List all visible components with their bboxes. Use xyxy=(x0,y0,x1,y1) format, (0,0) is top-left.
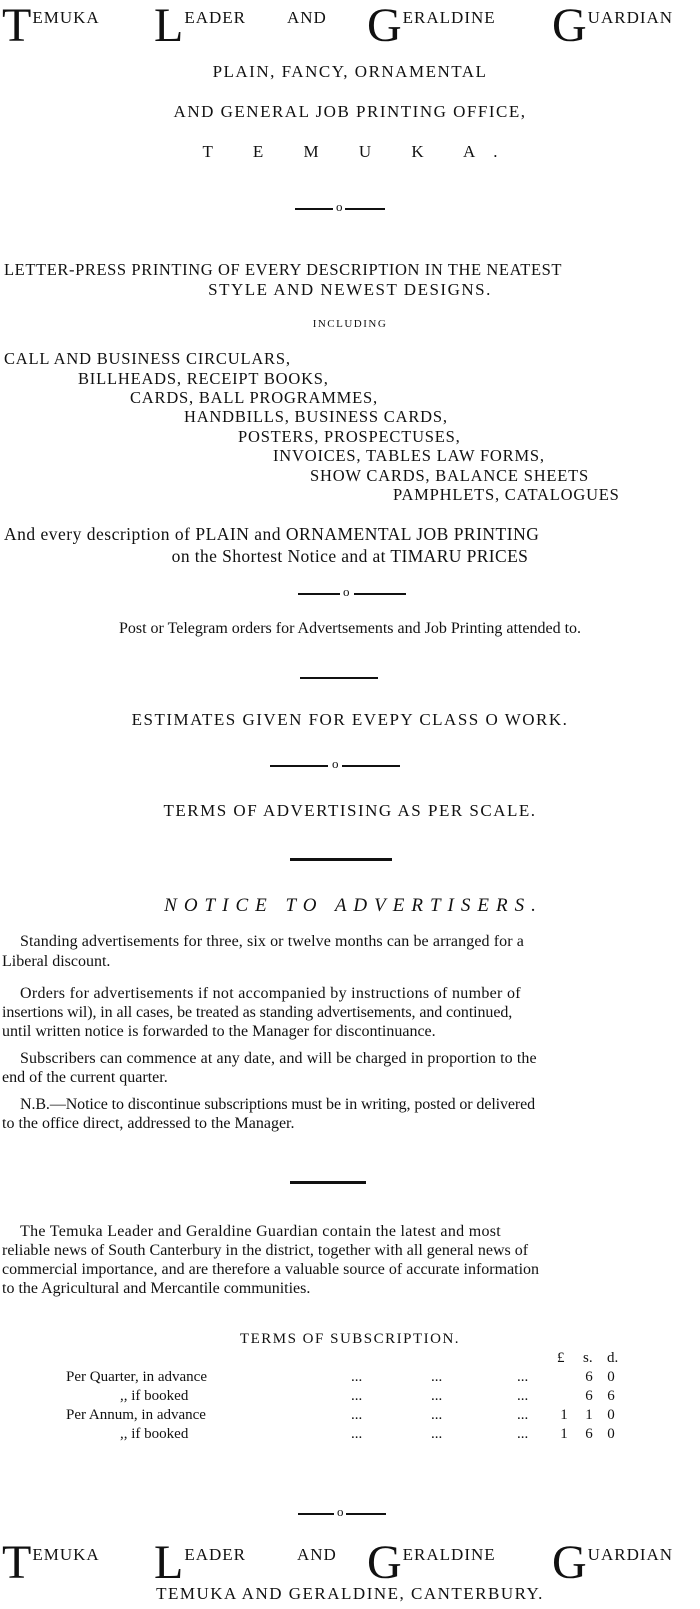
divider-2: o xyxy=(298,588,406,600)
notice-p1-l2: Liberal discount. xyxy=(2,953,111,970)
row-label: ,, if booked xyxy=(120,1426,189,1442)
subscription-table xyxy=(66,1368,621,1444)
divider-5 xyxy=(290,853,392,865)
masthead-word-and: AND xyxy=(287,8,327,27)
notice-title: NOTICE TO ADVERTISERS. xyxy=(164,895,543,916)
row-label: Per Annum, in advance xyxy=(66,1407,206,1423)
notice-p1-l1: Standing advertisements for three, six or twelve months can be arranged for a xyxy=(20,933,524,950)
masthead-address: TEMUKA AND GERALDINE, CANTERBURY. xyxy=(156,1584,544,1603)
masthead-word-temuka: TEMUKA xyxy=(2,0,100,52)
masthead-word-guardian: GUARDIAN xyxy=(552,1536,674,1589)
including-label: INCLUDING xyxy=(312,318,388,330)
about-l4: to the Agricultural and Mercantile communities. xyxy=(2,1280,311,1297)
masthead-word-temuka: TEMUKA xyxy=(2,1536,100,1589)
item-2: CARDS, BALL PROGRAMMES, xyxy=(130,388,378,407)
item-3: HANDBILLS, BUSINESS CARDS, xyxy=(184,407,448,426)
notice-p2-l2: insertions wil), in all cases, be treated as standing advertisements, and continued, xyxy=(2,1004,513,1021)
table-row: ,, if booked ... ... ... 6 6 xyxy=(66,1387,621,1406)
item-5: INVOICES, TABLES LAW FORMS, xyxy=(273,446,545,465)
intro-line-3: T E M U K A. xyxy=(202,142,516,161)
about-l2: reliable news of South Canterbury in the district, together with all general news of xyxy=(2,1242,529,1259)
subscription-head-shillings: s. xyxy=(583,1350,593,1366)
item-4: POSTERS, PROSPECTUSES, xyxy=(238,427,461,446)
letterpress-line-2: STYLE AND NEWEST DESIGNS. xyxy=(208,280,492,299)
divider-3 xyxy=(300,672,378,684)
about-l1: The Temuka Leader and Geraldine Guardian contain the latest and most xyxy=(20,1223,502,1240)
every-desc-line-1: And every description of PLAIN and ORNAMENTAL JOB PRINTING xyxy=(4,524,540,544)
row-label: ,, if booked xyxy=(120,1388,189,1404)
about-l3: commercial importance, and are therefore a valuable source of accurate information xyxy=(2,1261,540,1278)
subscription-head-pence: d. xyxy=(607,1350,619,1366)
masthead-word-guardian: GUARDIAN xyxy=(552,0,674,52)
notice-p3-l2: end of the current quarter. xyxy=(2,1069,168,1086)
item-1: BILLHEADS, RECEIPT BOOKS, xyxy=(78,369,329,388)
terms-advertising: TERMS OF ADVERTISING AS PER SCALE. xyxy=(163,801,537,820)
notice-p4-l1: N.B.—Notice to discontinue subscriptions must be in writing, posted or delivered xyxy=(20,1096,536,1113)
item-6: SHOW CARDS, BALANCE SHEETS xyxy=(310,466,590,485)
divider-6 xyxy=(290,1176,366,1188)
masthead-word-geraldine: GERALDINE xyxy=(367,0,496,52)
notice-p4-l2: to the office direct, addressed to the Manager. xyxy=(2,1115,295,1132)
estimates-line: ESTIMATES GIVEN FOR EVEPY CLASS O WORK. xyxy=(131,710,569,729)
letterpress-line-1: LETTER-PRESS PRINTING OF EVERY DESCRIPTION IN THE NEATEST xyxy=(4,260,563,279)
notice-p2-l3: until written notice is forwarded to the Manager for discontinuance. xyxy=(2,1023,436,1040)
row-label: Per Quarter, in advance xyxy=(66,1369,207,1385)
notice-p2-l1: Orders for advertisements if not accompanied by instructions of number of xyxy=(20,985,521,1002)
item-7: PAMPHLETS, CATALOGUES xyxy=(393,485,620,504)
masthead-word-leader: LEADER xyxy=(154,1536,246,1589)
post-orders: Post or Telegram orders for Advertsements and Job Printing attended to. xyxy=(118,620,582,637)
divider-7: o xyxy=(298,1508,386,1520)
item-0: CALL AND BUSINESS CIRCULARS, xyxy=(4,349,291,368)
subscription-title: TERMS OF SUBSCRIPTION. xyxy=(239,1331,461,1347)
divider-1: o xyxy=(295,203,385,215)
table-row: Per Annum, in advance ... ... ... 1 1 0 xyxy=(66,1407,615,1423)
notice-p3-l1: Subscribers can commence at any date, and will be charged in proportion to the xyxy=(20,1050,537,1067)
masthead-word-geraldine: GERALDINE xyxy=(367,1536,496,1589)
masthead-word-and: AND xyxy=(297,1545,337,1564)
every-desc-line-2: on the Shortest Notice and at TIMARU PRICES xyxy=(171,546,529,566)
table-row: ,, if booked ... ... ... 1 6 0 xyxy=(66,1425,621,1444)
divider-4: o xyxy=(270,760,400,772)
intro-line-1: PLAIN, FANCY, ORNAMENTAL xyxy=(212,62,488,81)
masthead-top xyxy=(0,0,700,60)
intro-line-2: AND GENERAL JOB PRINTING OFFICE, xyxy=(173,102,527,121)
table-row: Per Quarter, in advance ... ... ... 6 0 xyxy=(66,1369,615,1385)
subscription-head-pounds: £ xyxy=(557,1350,565,1366)
masthead-word-leader: LEADER xyxy=(154,0,246,52)
